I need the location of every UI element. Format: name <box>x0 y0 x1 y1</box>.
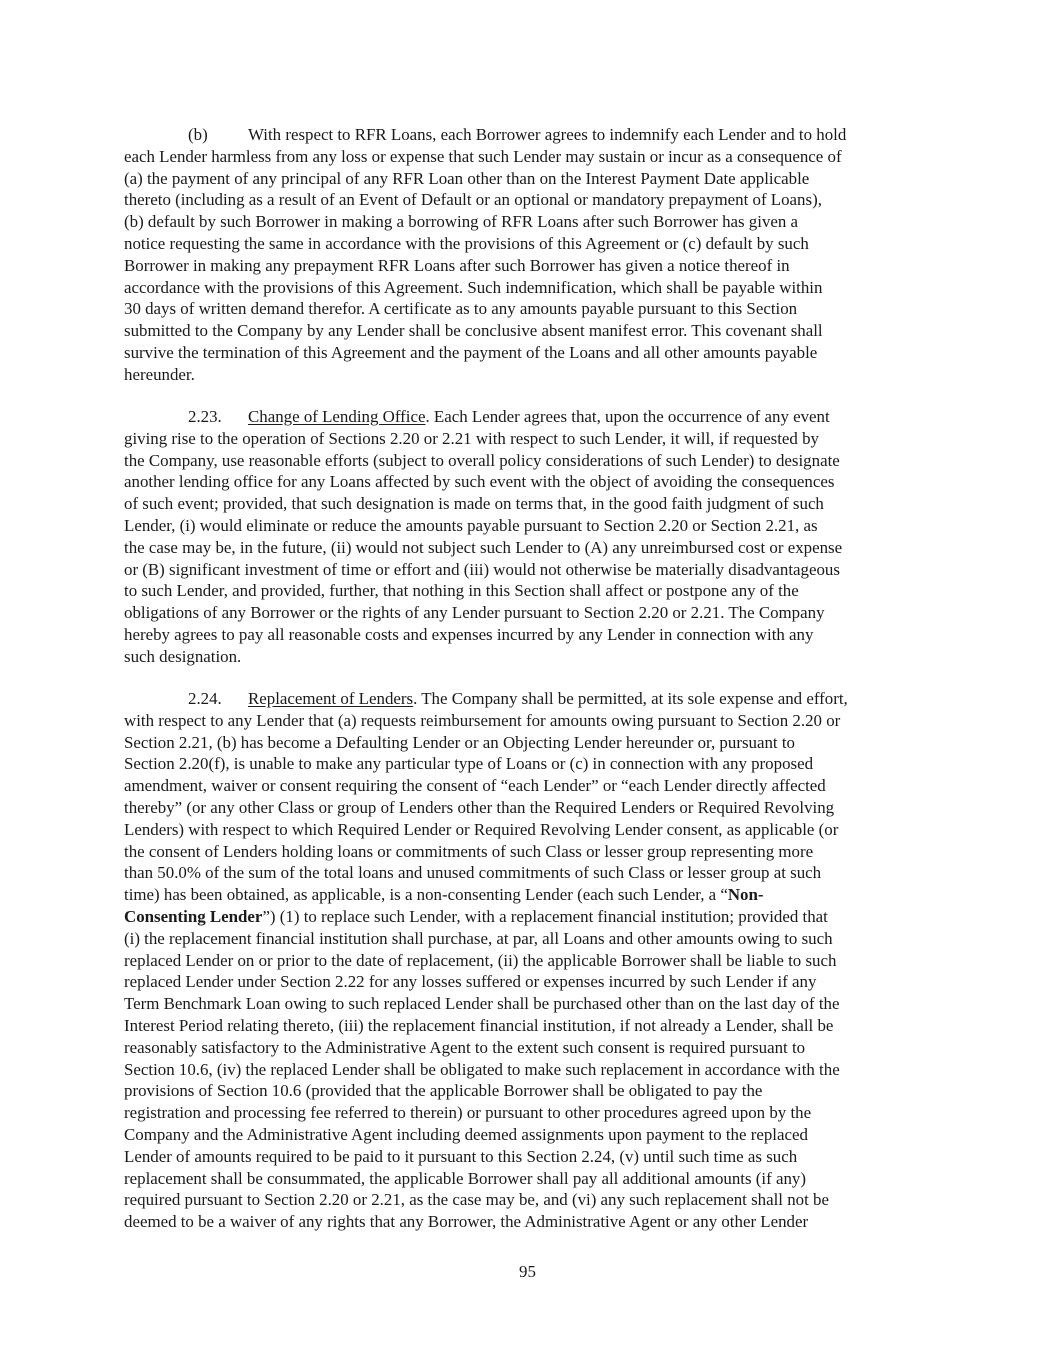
paragraph-first-line <box>124 688 934 710</box>
text-line: or (B) significant investment of time or effort and (iii) would not otherwise be materially disadvantageous <box>124 559 840 579</box>
text-line: replaced Lender on or prior to the date of replacement, (ii) the applicable Borrower shall be liable to such <box>124 950 837 970</box>
paragraph-first-line <box>124 124 934 146</box>
text-line: obligations of any Borrower or the rights of any Lender pursuant to Section 2.20 or 2.21. The Company <box>124 603 825 623</box>
text-line: hereunder. <box>124 364 195 384</box>
paragraph-section-2-24 <box>124 688 934 1233</box>
text-line: the consent of Lenders holding loans or commitments of such Class or lesser group representing more <box>124 841 814 861</box>
text-line: thereto (including as a result of an Event of Default or an optional or mandatory prepayment of Loans), <box>124 190 822 210</box>
text-line: (i) the replacement financial institution shall purchase, at par, all Loans and other amounts owing to such <box>124 928 833 948</box>
paragraph-section-b <box>124 124 934 386</box>
text-line: to such Lender, and provided, further, that nothing in this Section shall affect or postpone any of the <box>124 581 799 601</box>
text-line: registration and processing fee referred to therein) or pursuant to other procedures agreed upon by the <box>124 1103 812 1123</box>
text-line: giving rise to the operation of Sections 2.20 or 2.21 with respect to such Lender, it will, if requested by <box>124 428 819 448</box>
text-run: ”) (1) to replace such Lender, with a replacement financial institution; provided that <box>262 906 828 926</box>
paragraph-first-line <box>124 406 934 428</box>
text-run: time) has been obtained, as applicable, is a non-consenting Lender (each such Lender, a “ <box>124 885 728 905</box>
text-line: Lender of amounts required to be paid to it pursuant to this Section 2.24, (v) until such time as such <box>124 1146 798 1166</box>
text-line: with respect to any Lender that (a) requests reimbursement for amounts owing pursuant to Section 2.20 or <box>124 710 841 730</box>
text-line: accordance with the provisions of this Agreement. Such indemnification, which shall be payable within <box>124 277 823 297</box>
section-number: 2.24. <box>188 689 222 708</box>
text-line: Section 2.20(f), is unable to make any particular type of Loans or (c) in connection with any proposed <box>124 754 814 774</box>
text-line: With respect to RFR Loans, each Borrower agrees to indemnify each Lender and to hold <box>248 125 847 144</box>
text-line: another lending office for any Loans affected by such event with the object of avoiding the consequences <box>124 472 835 492</box>
page-number: 95 <box>519 1262 536 1281</box>
text-line <box>124 884 934 906</box>
text-line: submitted to the Company by any Lender shall be conclusive absent manifest error. This covenant shall <box>124 321 823 341</box>
text-line: Interest Period relating thereto, (iii) the replacement financial institution, if not already a Lender, shall be <box>124 1015 834 1035</box>
text-line: Lenders) with respect to which Required Lender or Required Revolving Lender consent, as applicable (or <box>124 819 839 839</box>
section-heading: Change of Lending Office <box>248 407 426 426</box>
text-line: survive the termination of this Agreement and the payment of the Loans and all other amounts payable <box>124 342 818 362</box>
paragraph-section-2-23 <box>124 406 934 668</box>
text-line: reasonably satisfactory to the Administrative Agent to the extent such consent is required pursuant to <box>124 1037 806 1057</box>
text-line: replaced Lender under Section 2.22 for any losses suffered or expenses incurred by such Lender if any <box>124 972 817 992</box>
text-line: Section 10.6, (iv) the replaced Lender shall be obligated to make such replacement in accordance with the <box>124 1059 840 1079</box>
text-line: replacement shall be consummated, the applicable Borrower shall pay all additional amounts (if any) <box>124 1168 806 1188</box>
text-line: hereby agrees to pay all reasonable costs and expenses incurred by any Lender in connection with any <box>124 624 814 644</box>
section-number: 2.23. <box>188 407 222 426</box>
text-line: of such event; provided, that such designation is made on terms that, in the good faith judgment of such <box>124 494 824 514</box>
defined-term-start: Non- <box>727 885 764 905</box>
text-line: the case may be, in the future, (ii) would not subject such Lender to (A) any unreimbursed cost or expense <box>124 537 843 557</box>
text-run: . Each Lender agrees that, upon the occurrence of any event <box>425 407 830 426</box>
text-line: each Lender harmless from any loss or expense that such Lender may sustain or incur as a consequence of <box>124 146 842 166</box>
text-line: Company and the Administrative Agent including deemed assignments upon payment to the replaced <box>124 1124 808 1144</box>
clause-marker: (b) <box>188 125 208 144</box>
text-line: (b) default by such Borrower in making a borrowing of RFR Loans after such Borrower has given a <box>124 212 799 232</box>
text-line: Section 2.21, (b) has become a Defaulting Lender or an Objecting Lender hereunder or, pursuant to <box>124 732 795 752</box>
text-line: Term Benchmark Loan owing to such replaced Lender shall be purchased other than on the last day of the <box>124 994 840 1014</box>
text-line: thereby” (or any other Class or group of Lenders other than the Required Lenders or Required Revolving <box>124 797 835 817</box>
text-line: deemed to be a waiver of any rights that any Borrower, the Administrative Agent or any other Lender <box>124 1212 809 1232</box>
text-line: Borrower in making any prepayment RFR Loans after such Borrower has given a notice thereof in <box>124 255 790 275</box>
section-heading: Replacement of Lenders <box>248 689 414 708</box>
text-line: 30 days of written demand therefor. A certificate as to any amounts payable pursuant to this Section <box>124 299 798 319</box>
text-line: notice requesting the same in accordance with the provisions of this Agreement or (c) default by such <box>124 233 809 253</box>
text-line: Lender, (i) would eliminate or reduce the amounts payable pursuant to Section 2.20 or Section 2.21, as <box>124 515 818 535</box>
text-line: required pursuant to Section 2.20 or 2.21, as the case may be, and (vi) any such replacement shall not be <box>124 1190 829 1210</box>
text-line: the Company, use reasonable efforts (subject to overall policy considerations of such Lender) to designate <box>124 450 840 470</box>
text-line: (a) the payment of any principal of any RFR Loan other than on the Interest Payment Date applicable <box>124 168 810 188</box>
text-line <box>124 906 934 928</box>
defined-term-end: Consenting Lender <box>124 906 263 926</box>
text-line: amendment, waiver or consent requiring the consent of “each Lender” or “each Lender directly affected <box>124 776 826 796</box>
text-line: than 50.0% of the sum of the total loans and unused commitments of such Class or lesser group at such <box>124 863 822 883</box>
text-run: . The Company shall be permitted, at its sole expense and effort, <box>413 689 848 708</box>
text-line: such designation. <box>124 646 242 666</box>
text-line: provisions of Section 10.6 (provided that the applicable Borrower shall be obligated to pay the <box>124 1081 763 1101</box>
